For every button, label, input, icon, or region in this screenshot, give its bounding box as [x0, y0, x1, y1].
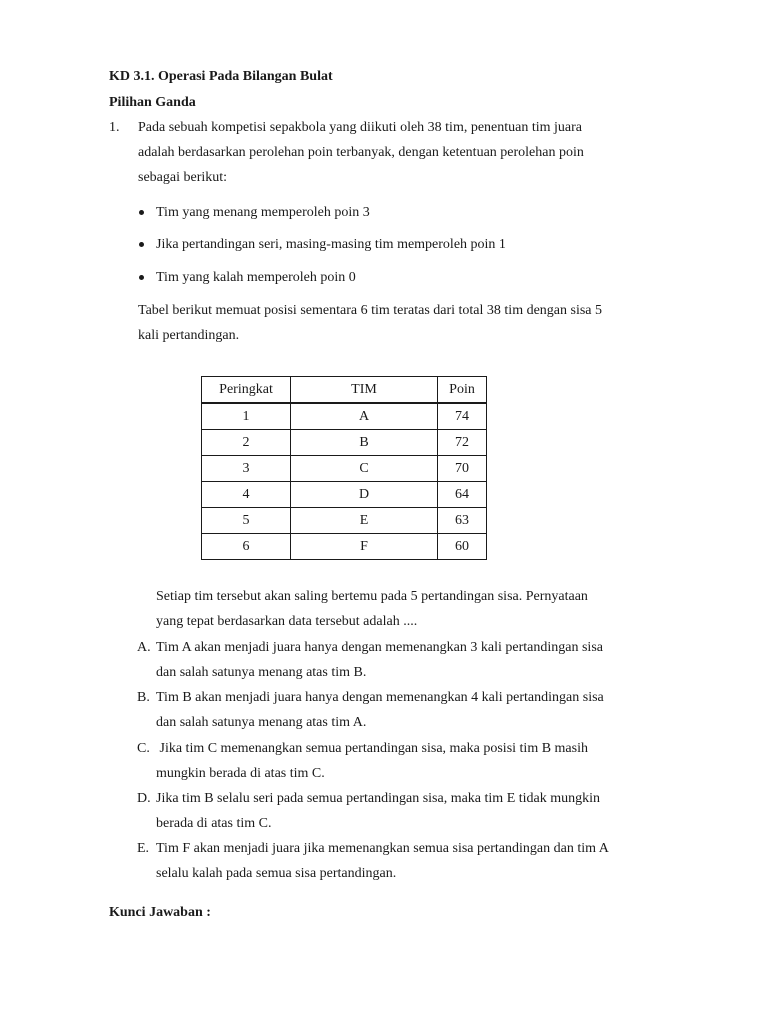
prompt-line-1: Setiap tim tersebut akan saling bertemu pada 5 pertandingan sisa. Pernyataan	[156, 589, 588, 604]
rank-cell: 3	[202, 456, 291, 482]
table-intro-line-2: kali pertandingan.	[138, 328, 240, 343]
answer-key-label: Kunci Jawaban :	[109, 905, 211, 920]
option-text-line-1: Tim A akan menjadi juara hanya dengan memenangkan 3 kali pertandingan sisa	[156, 640, 603, 655]
option-letter: A.	[137, 640, 151, 655]
option-text-line-2: dan salah satunya menang atas tim B.	[156, 665, 367, 680]
option-text-line-1: Tim B akan menjadi juara hanya dengan memenangkan 4 kali pertandingan sisa	[156, 690, 604, 705]
table-intro-line-1: Tabel berikut memuat posisi sementara 6 tim teratas dari total 38 tim dengan sisa 5	[138, 303, 603, 318]
team-cell: A	[291, 403, 438, 430]
section-title: Pilihan Ganda	[109, 95, 196, 110]
prompt-line-2: yang tepat berdasarkan data tersebut adalah ....	[156, 614, 418, 629]
option-text-line-1: Jika tim B selalu seri pada semua pertandingan sisa, maka tim E tidak mungkin	[156, 791, 601, 806]
option-text-line-2: berada di atas tim C.	[156, 816, 272, 831]
standings-table	[201, 376, 487, 560]
table-row	[202, 482, 487, 508]
header-poin: Poin	[438, 377, 487, 404]
bullet-text: Tim yang kalah memperoleh poin 0	[156, 270, 356, 285]
table-row	[202, 430, 487, 456]
option-text-line-2: selalu kalah pada semua sisa pertandingan.	[156, 866, 397, 881]
table-row	[202, 534, 487, 560]
points-cell: 72	[438, 430, 487, 456]
option-text-line-2: mungkin berada di atas tim C.	[156, 766, 325, 781]
team-cell: E	[291, 508, 438, 534]
option-letter: E.	[137, 841, 150, 856]
points-cell: 63	[438, 508, 487, 534]
option-letter: C.	[137, 741, 150, 756]
bullet-text: Jika pertandingan seri, masing-masing tim memperoleh poin 1	[156, 237, 506, 252]
bullet-text: Tim yang menang memperoleh poin 3	[156, 205, 370, 220]
table-row	[202, 403, 487, 430]
bullet-dot-icon	[139, 210, 144, 215]
team-cell: F	[291, 534, 438, 560]
rank-cell: 2	[202, 430, 291, 456]
intro-line-2: adalah berdasarkan perolehan poin terbanyak, dengan ketentuan perolehan poin	[138, 145, 584, 160]
option-letter: D.	[137, 791, 151, 806]
table-row	[202, 456, 487, 482]
intro-line-1: Pada sebuah kompetisi sepakbola yang diikuti oleh 38 tim, penentuan tim juara	[138, 120, 583, 135]
points-cell: 64	[438, 482, 487, 508]
bullet-dot-icon	[139, 242, 144, 247]
team-cell: D	[291, 482, 438, 508]
team-cell: C	[291, 456, 438, 482]
points-cell: 60	[438, 534, 487, 560]
question-number: 1.	[109, 120, 120, 135]
option-text-line-2: dan salah satunya menang atas tim A.	[156, 715, 367, 730]
table-row	[202, 508, 487, 534]
rank-cell: 4	[202, 482, 291, 508]
option-letter: B.	[137, 690, 150, 705]
header-peringkat: Peringkat	[202, 377, 291, 404]
intro-line-3: sebagai berikut:	[138, 170, 228, 185]
header-tim: TIM	[291, 377, 438, 404]
rank-cell: 6	[202, 534, 291, 560]
bullet-dot-icon	[139, 275, 144, 280]
rank-cell: 5	[202, 508, 291, 534]
points-cell: 74	[438, 403, 487, 430]
table-header-row	[202, 377, 487, 404]
option-text-line-1: Jika tim C memenangkan semua pertandingan sisa, maka posisi tim B masih	[156, 741, 588, 756]
points-cell: 70	[438, 456, 487, 482]
rank-cell: 1	[202, 403, 291, 430]
option-text-line-1: Tim F akan menjadi juara jika memenangkan semua sisa pertandingan dan tim A	[156, 841, 609, 856]
team-cell: B	[291, 430, 438, 456]
document-heading: KD 3.1. Operasi Pada Bilangan Bulat	[109, 69, 333, 84]
